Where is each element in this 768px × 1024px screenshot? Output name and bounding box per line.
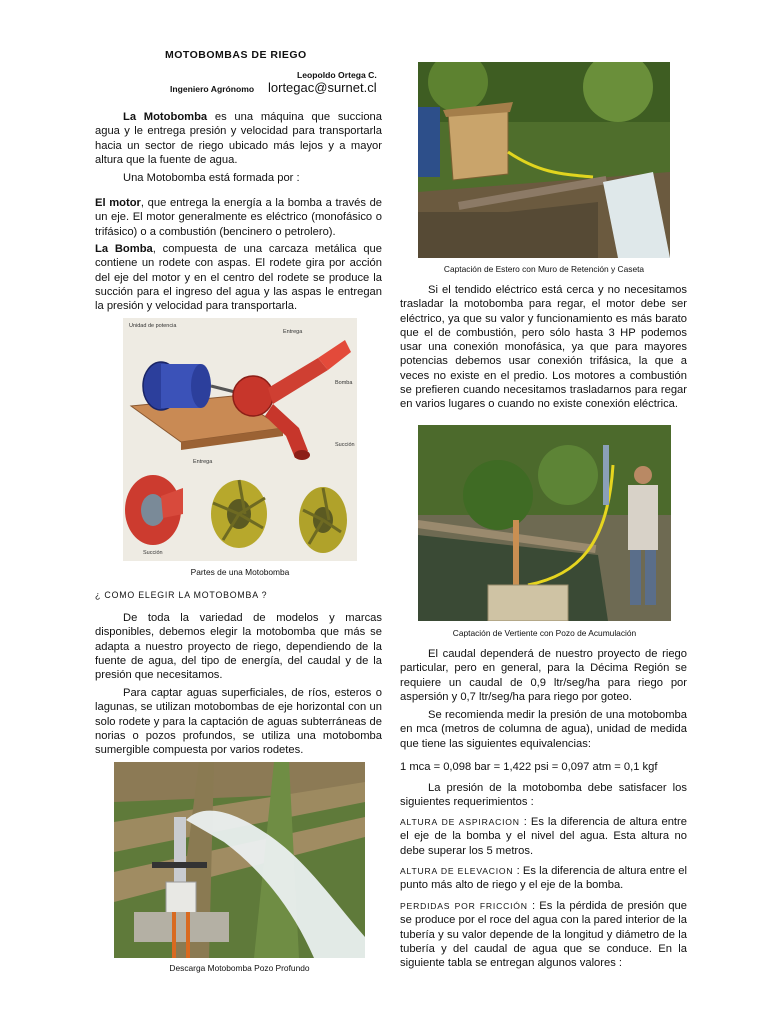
section-heading: ¿ COMO ELEGIR LA MOTOBOMBA ? xyxy=(95,590,268,600)
paragraph-pressure: Se recomienda medir la presión de una motobomba en mca (metros de columna de agua), unidad de medida que tiene las siguientes equivalencias: xyxy=(400,709,687,750)
paragraph-flow: El caudal dependerá de nuestro proyecto de riego particular, pero en general, para la Décima Región se requiere un caudal de 0,9 ltr/seg/ha para riego por aspersión y 0,7 ltr/seg/ha para riego por goteo. xyxy=(400,648,687,703)
diagram-label-bomba: Bomba xyxy=(335,380,353,386)
caption-deep-well: Descarga Motobomba Pozo Profundo xyxy=(169,963,310,973)
term-motor: El motor xyxy=(95,197,141,209)
term-lift-height: ALTURA DE ELEVACION xyxy=(400,866,514,876)
photo-spring-intake xyxy=(418,425,671,621)
paragraph-bomba: La Bomba, compuesta de una carcaza metálica que contiene un rodete con aspas. El rodete gira por acción del eje del motor y en el centro del rodete se produce la succión para el ingreso del agua y las aspas le entregan la presión y velocidad para transportarla. xyxy=(95,243,382,313)
diagram-label-entrega-low: Entrega xyxy=(193,459,213,465)
paragraph-choose: De toda la variedad de modelos y marcas disponibles, debemos elegir la motobomba que más se adapta a nuestro proyecto de riego, dependiendo de la fuente de agua, del tipo de energía, del caudal y de la presión que necesitamos. xyxy=(95,612,382,682)
caption-stream-intake: Captación de Estero con Muro de Retención y Caseta xyxy=(443,264,645,274)
document-title: MOTOBOMBAS DE RIEGO xyxy=(165,49,307,61)
diagram-label-unidad: Unidad de potencia xyxy=(129,323,177,329)
photo-stream-intake xyxy=(418,62,670,258)
diagram-label-succion: Succión xyxy=(335,442,355,448)
paragraph-intro: La Motobomba es una máquina que succiona agua y le entrega presión y velocidad para transportarla hacia un sector de riego ubicado más lejos y a mayor altura que la fuente de agua. xyxy=(95,111,382,166)
term-friction-loss: PERDIDAS POR FRICCIÓN xyxy=(400,901,528,911)
author-name: Leopoldo Ortega C. xyxy=(297,70,377,80)
requirement-lift-height: ALTURA DE ELEVACION : Es la diferencia de altura entre el punto más alto de riego y el eje de la bomba. xyxy=(400,865,687,892)
caption-pump-parts: Partes de una Motobomba xyxy=(190,567,290,577)
author-role: Ingeniero Agrónomo xyxy=(170,84,255,94)
requirement-friction-loss: PERDIDAS POR FRICCIÓN : Es la pérdida de presión que se produce por el roce del agua con la pared interior de la tubería y su valor depende de la longitud y diámetro de la tubería y del caudal de agua que se conduce. En la siguiente tabla se entregan algunos valores : xyxy=(400,900,687,970)
photo-deep-well-discharge xyxy=(114,762,365,958)
term-bomba: La Bomba xyxy=(95,243,153,255)
paragraph-components: Una Motobomba está formada por : xyxy=(123,172,300,184)
paragraph-motor-type: Si el tendido eléctrico está cerca y no necesitamos trasladar la motobomba para regar, el motor debe ser eléctrico, ya que su valor y funcionamiento es más barato que el de combustión, pero sólo hasta 3 HP podemos usar una conexión monofásica, ya que para mayores potencias debemos usar conexión trifásica, la que a veces no existe en el predio. Los motores a combustión se prefieren cuando necesitamos trasladarnos para regar en varios lugares o cuando no existe conexión eléctrica. xyxy=(400,284,687,411)
diagram-label-entrega: Entrega xyxy=(283,329,303,335)
paragraph-requirements: La presión de la motobomba debe satisfacer los siguientes requerimientos : xyxy=(400,782,687,809)
paragraph-capture: Para captar aguas superficiales, de ríos, esteros o lagunas, se utilizan motobombas de eje horizontal con un solo rodete y para la captación de aguas subterráneas de norias o pozos profundos, se utiliza una motobomba sumergible compuesta por varios rodetes. xyxy=(95,687,382,757)
term-suction-height: ALTURA DE ASPIRACION xyxy=(400,817,520,827)
term-motobomba: La Motobomba xyxy=(123,111,208,123)
paragraph-motor: El motor, que entrega la energía a la bomba a través de un eje. El motor generalmente es eléctrico (monofásico o trifásico) o a combustión (bencinero o petrolero). xyxy=(95,197,383,238)
diagram-label-succion-low: Succión xyxy=(143,550,163,556)
author-email: lortegac@surnet.cl xyxy=(268,80,377,95)
pressure-equivalence: 1 mca = 0,098 bar = 1,422 psi = 0,097 atm = 0,1 kgf xyxy=(400,761,658,773)
pump-parts-diagram xyxy=(123,318,357,561)
caption-spring-intake: Captación de Vertiente con Pozo de Acumulación xyxy=(452,628,637,638)
requirement-suction-height: ALTURA DE ASPIRACION : Es la diferencia de altura entre el eje de la bomba y el nivel del agua. Esta altura no debe superar los 5 metros. xyxy=(400,816,687,857)
